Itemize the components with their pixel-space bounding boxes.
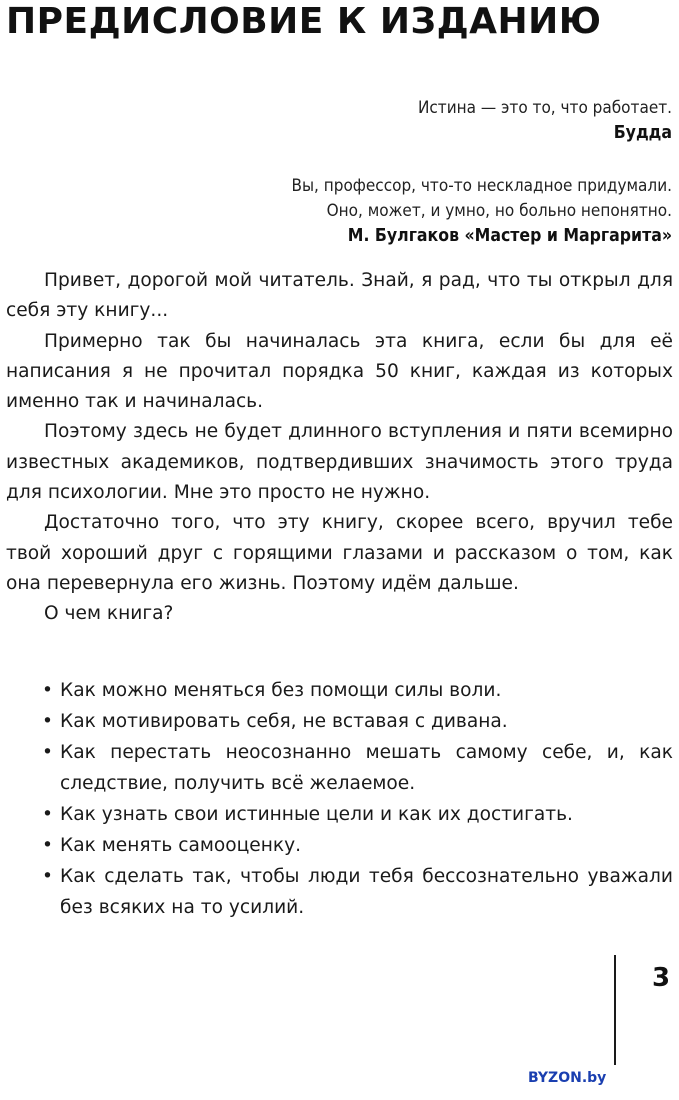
list-item <box>42 706 673 737</box>
list-item-text: Как можно меняться без помощи силы воли. <box>60 680 502 701</box>
section-question: О чем книга? <box>44 603 174 625</box>
list-item-text: Как перестать неосознанно мешать самому себе, и, как следствие, получить всё желаемое. <box>60 742 673 794</box>
epigraph-quote-line: Оно, может, и умно, но больно непонятно. <box>326 201 672 221</box>
bullet-icon: • <box>42 680 53 701</box>
epigraph-bulgakov <box>291 174 672 249</box>
list-item-text: Как узнать свои истинные цели и как их достигать. <box>60 804 573 825</box>
bullet-icon: • <box>42 835 53 856</box>
list-item <box>42 737 673 799</box>
list-item <box>42 830 673 861</box>
list-item-text: Как сделать так, чтобы люди тебя бессознательно уважали без всяких на то усилий. <box>60 866 673 918</box>
bullet-icon: • <box>42 711 53 732</box>
epigraph-quote-line: Вы, профессор, что-то нескладное придумали. <box>291 176 672 196</box>
topics-list <box>42 675 673 923</box>
body-text <box>6 266 673 630</box>
paragraph: Достаточно того, что эту книгу, скорее всего, вручил тебе твой хороший друг с горящими глазами и рассказом о том, как она перевернула его жизнь. Поэтому идём дальше. <box>6 512 673 594</box>
list-item <box>42 861 673 923</box>
list-item <box>42 799 673 830</box>
paragraph: Примерно так бы начиналась эта книга, если бы для её написания я не прочитал порядка 50 книг, каждая из которых именно так и начиналась. <box>6 330 673 413</box>
epigraph-author: М. Булгаков «Мастер и Маргарита» <box>347 226 672 246</box>
epigraph-author: Будда <box>613 123 672 143</box>
bullet-icon: • <box>42 866 53 887</box>
list-item <box>42 675 673 706</box>
page-number: 3 <box>652 963 671 993</box>
page-title: ПРЕДИСЛОВИЕ К ИЗДАНИЮ <box>6 1 602 42</box>
paragraph: Привет, дорогой мой читатель. Знай, я рад, что ты открыл для себя эту книгу... <box>6 270 673 322</box>
epigraph-buddha <box>418 96 672 146</box>
page-number-divider <box>614 955 616 1065</box>
paragraph: Поэтому здесь не будет длинного вступления и пяти всемирно известных академиков, подтвердивших значимость этого труда для психологии. Мне это просто не нужно. <box>6 421 673 504</box>
list-item-text: Как менять самооценку. <box>60 835 302 856</box>
site-watermark: BYZON.by <box>520 1066 614 1090</box>
list-item-text: Как мотивировать себя, не вставая с дивана. <box>60 711 508 732</box>
epigraph-quote-line: Истина — это то, что работает. <box>417 98 672 118</box>
bullet-icon: • <box>42 804 53 825</box>
bullet-icon: • <box>42 742 53 763</box>
